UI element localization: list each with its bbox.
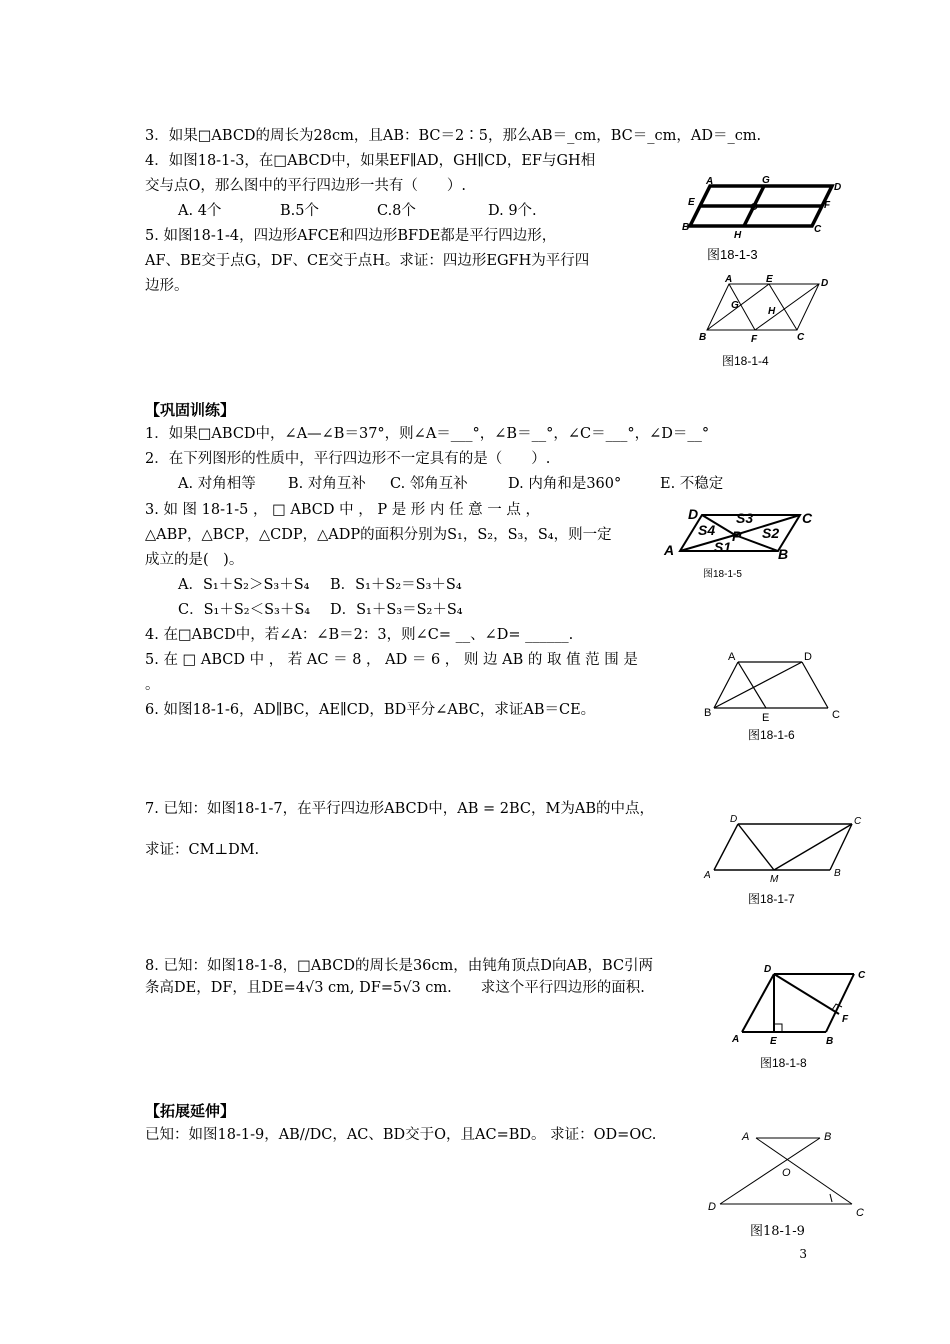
f5-label-s3: S3 [736,510,754,526]
f3-label-h: H [734,230,742,241]
question-5-line3: 边形。 [145,278,189,294]
f8-label-b: B [826,1036,834,1047]
f4-label-b: B [699,332,707,343]
s3-question: 已知：如图18-1-9，AB//DC，AC、BD交于O，且AC=BD。 求证：OD=OC. [145,1127,657,1143]
figure-18-1-7-caption: 图18-1-7 [748,892,795,906]
f7-label-b: B [834,868,841,879]
f3-label-e: E [688,197,695,208]
f9-label-d: D [708,1201,716,1213]
f4-label-h: H [768,306,776,317]
f5-label-s2: S2 [762,525,780,541]
question-3: 3．如果□ABCD的周长为28cm，且AB：BC＝2∶5，那么AB＝_cm，BC＝_cm，AD＝_cm. [145,128,762,144]
f7-label-m: M [770,874,779,884]
figure-18-1-4 [695,274,835,346]
f8-label-e: E [770,1036,777,1047]
s2-question-6: 6. 如图18-1-6，AD∥BC，AE∥CD，BD平分∠ABC，求证AB＝CE。 [145,702,596,718]
f5-label-s1: S1 [714,539,732,555]
figure-18-1-8 [728,960,878,1050]
f5-label-s4: S4 [698,522,716,538]
question-5-line1: 5. 如图18-1-4，四边形AFCE和四边形BFDE都是平行四边形， [145,228,557,244]
f6-label-b: B [704,707,712,719]
figure-18-1-8-caption: 图18-1-8 [760,1056,807,1070]
s2-q2-option-a: A. 对角相等 [178,476,256,492]
f3-label-f: F [824,200,831,211]
s2-question-8-line1: 8. 已知：如图18-1-8，□ABCD的周长是36cm，由钝角顶点D向AB，BC引两 [145,958,654,974]
s2-q3-option-c: C．S₁＋S₂＜S₃＋S₄ [178,602,311,618]
figure-18-1-6 [700,650,850,724]
figure-18-1-6-caption: 图18-1-6 [748,728,795,742]
page-number: 3 [799,1247,807,1261]
f4-label-a: A [725,274,733,285]
s2-q2-option-e: E. 不稳定 [660,476,724,492]
figure-18-1-9 [700,1124,870,1216]
f6-label-a: A [728,651,736,663]
f5-label-b: B [778,546,789,562]
s2-question-8-line2: 条高DE，DF，且DE=4√3 cm, DF=5√3 cm. 求这个平行四边形的面积. [145,980,645,996]
f9-label-b: B [824,1131,832,1143]
figure-18-1-5-caption: 图18-1-5 [703,569,742,580]
heading-consolidate: 【巩固训练】 [145,401,236,419]
q4-option-c: C.8个 [377,203,416,219]
f5-label-c: C [802,510,813,526]
f4-label-g: G [731,300,739,311]
figure-18-1-7 [700,812,870,884]
figure-18-1-9-caption: 图18-1-9 [750,1224,805,1239]
question-4-line2: 交与点O，那么图中的平行四边形一共有（ ）. [145,178,466,194]
f7-label-a: A [704,870,711,881]
f3-label-o: O [750,202,758,213]
s2-question-1: 1．如果□ABCD中，∠A—∠B＝37°，则∠A＝___°，∠B＝__°，∠C＝___°，∠D＝__° [145,426,710,442]
f4-label-f: F [751,334,758,345]
s2-question-3-line2: △ABP，△BCP，△CDP，△ADP的面积分别为S₁，S₂，S₃，S₄，则一定 [145,527,612,543]
s2-question-2: 2．在下列图形的性质中，平行四边形不一定具有的是（ ）. [145,451,551,467]
s2-q2-option-d: D. 内角和是360° [508,476,622,492]
f4-label-e: E [766,274,773,285]
f5-label-d: D [688,506,699,522]
f6-label-e: E [762,712,770,724]
s2-question-7-line1: 7. 已知：如图18-1-7，在平行四边形ABCD中，AB = 2BC，M为AB的中点， [145,801,654,817]
figure-18-1-3 [680,172,850,242]
f9-label-a: A [742,1131,750,1143]
f4-label-c: C [797,332,805,343]
f8-label-d: D [764,964,772,975]
f6-label-d: D [804,651,812,663]
s2-question-3-line3: 成立的是( )。 [145,552,244,568]
q4-option-d: D. 9个. [488,203,537,219]
f6-label-c: C [832,709,840,721]
s2-q2-option-c: C. 邻角互补 [390,476,468,492]
s2-q3-option-a: A．S₁＋S₂＞S₃＋S₄ [178,577,310,593]
figure-18-1-4-caption: 图18-1-4 [722,354,769,368]
f5-label-a: A [664,542,675,558]
figure-18-1-3-caption: 图18-1-3 [707,247,758,262]
s2-question-7-line2: 求证：CM⊥DM. [145,842,260,858]
figure-18-1-5 [660,505,820,565]
f7-label-c: C [854,816,862,827]
f5-label-p: P [732,528,742,544]
q4-option-a: A. 4个 [178,203,222,219]
s2-question-5-line2: 。 [145,677,160,693]
f3-label-c: C [814,224,822,235]
f3-label-g: G [762,175,770,186]
f3-label-b: B [682,222,690,233]
s2-question-4: 4. 在□ABCD中，若∠A：∠B＝2：3，则∠C= __、∠D= ______. [145,627,574,643]
f8-label-a: A [732,1034,740,1045]
f9-label-o: O [782,1167,791,1179]
f8-label-c: C [858,970,866,981]
f8-label-f: F [842,1014,849,1025]
s2-q2-option-b: B. 对角互补 [288,476,366,492]
question-4-line1: 4．如图18-1-3，在□ABCD中，如果EF∥AD，GH∥CD，EF与GH相 [145,153,596,169]
s2-q3-option-b: B．S₁＋S₂＝S₃＋S₄ [330,577,462,593]
heading-extend: 【拓展延伸】 [145,1102,236,1120]
q4-option-b: B.5个 [280,203,319,219]
f4-label-d: D [821,278,829,289]
f3-label-d: D [834,182,842,193]
f9-label-c: C [856,1207,864,1216]
s2-question-5-line1: 5. 在 □ ABCD 中 ， 若 AC ＝ 8 ， AD ＝ 6 ， 则 边 AB 的 取 值 范 围 是 [145,652,638,668]
s2-q3-option-d: D．S₁＋S₃＝S₂＋S₄ [330,602,463,618]
s2-question-3-line1: 3. 如 图 18-1-5 ， □ ABCD 中 ， P 是 形 内 任 意 一 点 ， [145,502,540,518]
f3-label-a: A [706,176,714,187]
question-5-line2: AF、BE交于点G，DF、CE交于点H。求证：四边形EGFH为平行四 [145,253,590,269]
f7-label-d: D [730,814,738,825]
